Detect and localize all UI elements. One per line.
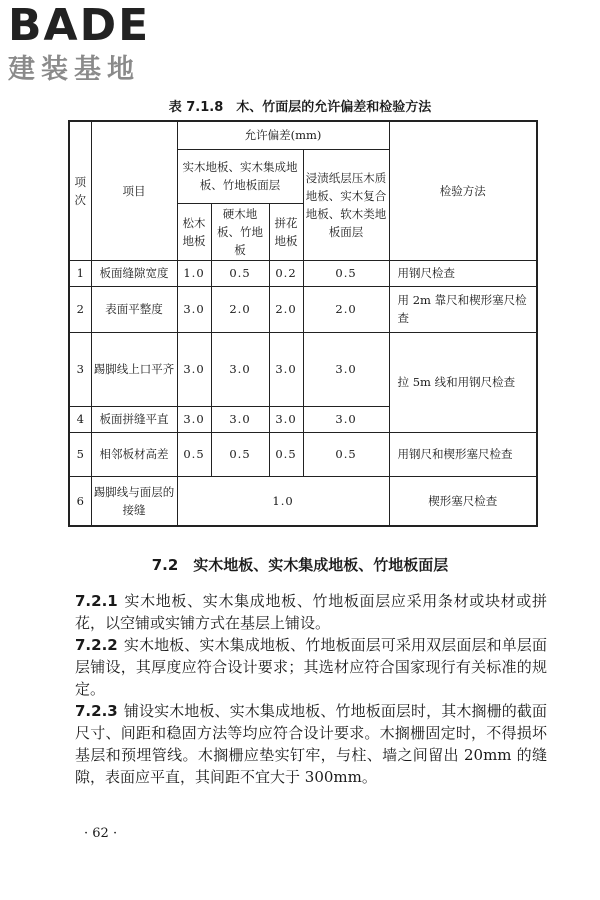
row-method: 拉 5m 线和用钢尺检查: [389, 332, 537, 432]
row-pine: 0.5: [177, 432, 211, 476]
header-method: 检验方法: [389, 121, 537, 260]
header-solid-group: 实木地板、实木集成地板、竹地板面层: [177, 149, 303, 203]
clause-number: 7.2.1: [75, 592, 118, 610]
row-no: 1: [69, 260, 91, 286]
row-merged-value: 1.0: [177, 476, 389, 526]
row-item: 踢脚线上口平齐: [91, 332, 177, 406]
table-row: [69, 476, 537, 526]
header-tolerance-group: 允许偏差(mm): [177, 121, 389, 149]
clause-7-2-1: [75, 590, 547, 634]
table-row: [69, 432, 537, 476]
row-laminate: 0.5: [303, 432, 389, 476]
header-item: 项目: [91, 121, 177, 260]
section-title: 7.2 实木地板、实木集成地板、竹地板面层: [151, 556, 449, 574]
row-hardwood: 0.5: [211, 432, 269, 476]
row-laminate: 2.0: [303, 286, 389, 332]
row-no: 6: [69, 476, 91, 526]
row-laminate: 0.5: [303, 260, 389, 286]
row-pine: 3.0: [177, 406, 211, 432]
header-laminate: 浸渍纸层压木质地板、实木复合地板、软木类地板面层: [303, 149, 389, 260]
row-method: 用钢尺和楔形塞尺检查: [389, 432, 537, 476]
row-method: 楔形塞尺检查: [389, 476, 537, 526]
row-laminate: 3.0: [303, 332, 389, 406]
table-row: [69, 286, 537, 332]
row-hardwood: 3.0: [211, 332, 269, 406]
logo-wordmark: BADE: [8, 0, 151, 51]
row-method: 用钢尺检查: [389, 260, 537, 286]
row-pine: 3.0: [177, 286, 211, 332]
row-pine: 1.0: [177, 260, 211, 286]
row-parquet: 3.0: [269, 406, 303, 432]
row-item: 表面平整度: [91, 286, 177, 332]
clause-7-2-2: [75, 634, 547, 700]
clause-number: 7.2.3: [75, 702, 118, 720]
row-no: 3: [69, 332, 91, 406]
clauses: [75, 590, 547, 788]
clause-text: 铺设实木地板、实木集成地板、竹地板面层时，其木搁栅的截面尺寸、间距和稳固方法等均应符合设计要求。木搁栅固定时，不得损坏基层和预埋管线。木搁栅应垫实钉牢，与柱、墙之间留出 20mm 的缝隙，表面应平直，其间距不宜大于 300mm。: [75, 702, 547, 786]
clause-number: 7.2.2: [75, 636, 118, 654]
header-item-no: 项次: [69, 121, 91, 260]
row-parquet: 3.0: [269, 332, 303, 406]
header-pine: 松木地板: [177, 203, 211, 260]
header-parquet: 拼花地板: [269, 203, 303, 260]
row-no: 5: [69, 432, 91, 476]
row-parquet: 2.0: [269, 286, 303, 332]
row-item: 板面缝隙宽度: [91, 260, 177, 286]
table-row: [69, 332, 537, 406]
row-hardwood: 3.0: [211, 406, 269, 432]
row-method: 用 2m 靠尺和楔形塞尺检查: [389, 286, 537, 332]
row-item: 板面拼缝平直: [91, 406, 177, 432]
row-item: 相邻板材高差: [91, 432, 177, 476]
row-no: 2: [69, 286, 91, 332]
row-hardwood: 2.0: [211, 286, 269, 332]
row-no: 4: [69, 406, 91, 432]
tolerance-table: [68, 120, 538, 527]
header-row-1: [69, 121, 537, 149]
clause-text: 实木地板、实木集成地板、竹地板面层可采用双层面层和单层面层铺设，其厚度应符合设计要求；其选材应符合国家现行有关标准的规定。: [75, 636, 547, 698]
row-item: 踢脚线与面层的接缝: [91, 476, 177, 526]
logo-subtitle: 建装基地: [8, 54, 140, 85]
header-hardwood: 硬木地板、竹地板: [211, 203, 269, 260]
table-row: [69, 260, 537, 286]
page-number: · 62 ·: [84, 826, 118, 841]
row-laminate: 3.0: [303, 406, 389, 432]
row-hardwood: 0.5: [211, 260, 269, 286]
clause-7-2-3: [75, 700, 547, 788]
bade-logo: [8, 0, 188, 96]
table-title: 表 7.1.8 木、竹面层的允许偏差和检验方法: [168, 100, 432, 115]
clause-text: 实木地板、实木集成地板、竹地板面层应采用条材或块材或拼花，以空铺或实铺方式在基层上铺设。: [75, 592, 547, 632]
row-pine: 3.0: [177, 332, 211, 406]
row-parquet: 0.5: [269, 432, 303, 476]
row-parquet: 0.2: [269, 260, 303, 286]
